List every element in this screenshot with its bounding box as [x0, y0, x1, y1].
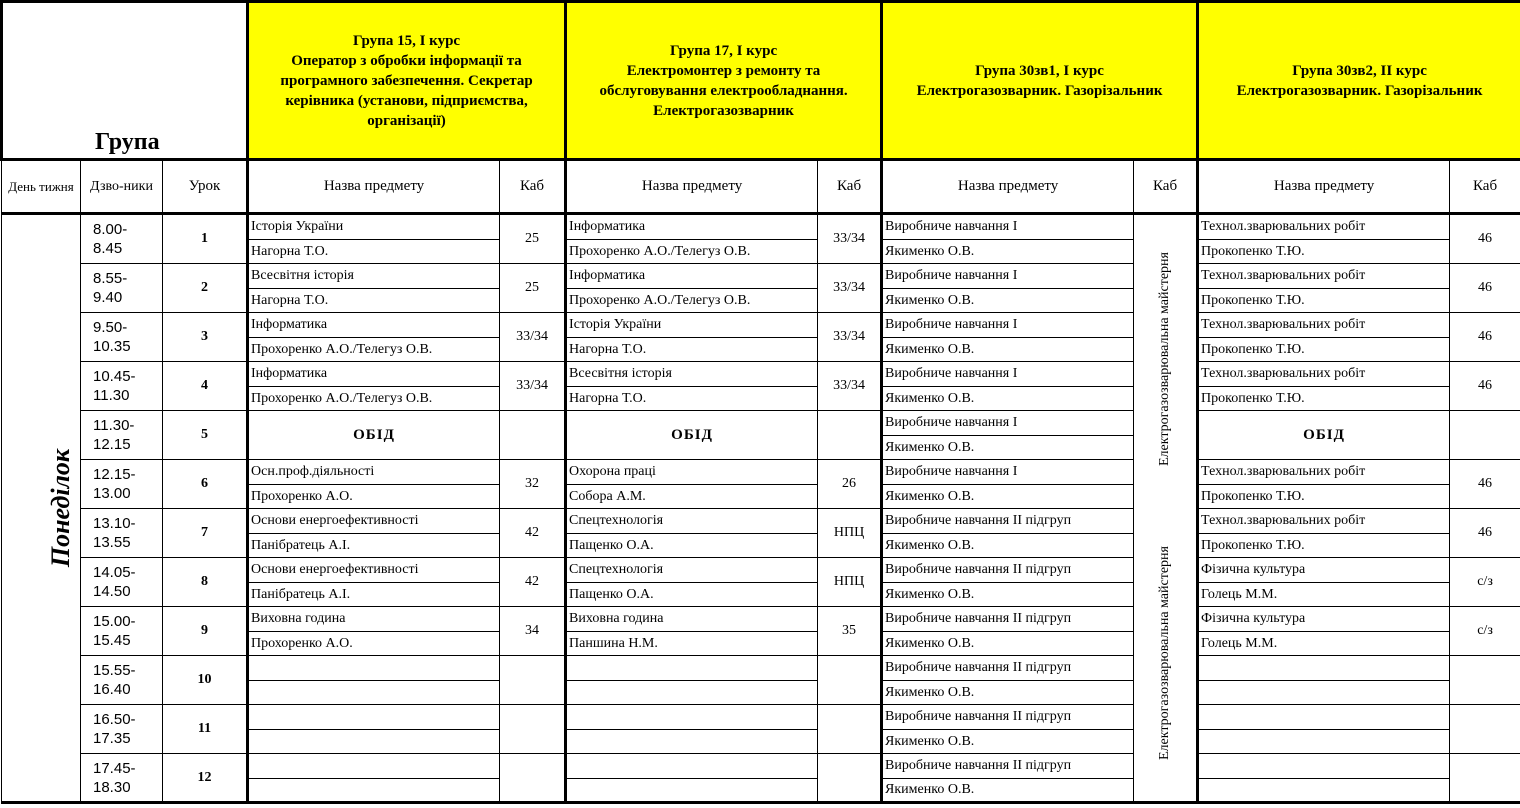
- bell-start: 13.10-: [93, 514, 162, 533]
- subject-g15: Інформатика: [248, 362, 500, 387]
- teacher-g30b: Голець М.М.: [1198, 632, 1450, 656]
- subject-g30a: Виробниче навчання І: [882, 214, 1134, 240]
- group-label-cell: [2, 2, 248, 160]
- teacher-g30a: Якименко О.В.: [882, 387, 1134, 411]
- lesson-row-top: [2, 656, 1520, 681]
- bottom-strip-cell: [248, 803, 500, 808]
- lunch-cell-g15: ОБІД: [248, 411, 500, 460]
- subject-g30a: Виробниче навчання І: [882, 362, 1134, 387]
- bottom-strip-cell: [1134, 803, 1198, 808]
- subject-g15: [248, 656, 500, 681]
- teacher-g30a: Якименко О.В.: [882, 730, 1134, 754]
- col-subject-header-g30b: Назва предмету: [1198, 160, 1450, 214]
- bell-end: 18.30: [93, 778, 162, 797]
- col-room-header-g30b: Каб: [1450, 160, 1520, 214]
- teacher-g17: [566, 681, 818, 705]
- bell-start: 8.55-: [93, 269, 162, 288]
- room-cell-g30b: [1450, 754, 1520, 803]
- lunch-cell-g17: ОБІД: [566, 411, 818, 460]
- teacher-g17: Прохоренко А.О./Телегуз О.В.: [566, 240, 818, 264]
- teacher-g15: Панібратець А.І.: [248, 583, 500, 607]
- subject-g30a: Виробниче навчання ІІ підгруп: [882, 558, 1134, 583]
- room-cell-g15: 42: [500, 558, 566, 607]
- teacher-g17: [566, 779, 818, 803]
- subject-g30a: Виробниче навчання І: [882, 460, 1134, 485]
- group-15-title: [249, 31, 564, 131]
- bell-end: 16.40: [93, 680, 162, 699]
- bell-end: 13.55: [93, 533, 162, 552]
- lesson-row-top: [2, 313, 1520, 338]
- room-cell-g30b: 46: [1450, 362, 1520, 411]
- room-cell-g30b: 46: [1450, 264, 1520, 313]
- subject-g15: Інформатика: [248, 313, 500, 338]
- lesson-row-top: [2, 460, 1520, 485]
- room-cell-g17: 26: [818, 460, 882, 509]
- subject-g30b: Технол.зварювальних робіт: [1198, 509, 1450, 534]
- lunch-cell-g30b: ОБІД: [1198, 411, 1450, 460]
- lesson-number: 9: [163, 607, 248, 656]
- bottom-strip-cell: [1198, 803, 1450, 808]
- teacher-g30b: Прокопенко Т.Ю.: [1198, 289, 1450, 313]
- room-cell-g17: [818, 411, 882, 460]
- group-17-title: [567, 41, 880, 121]
- group-30zv2-title: [1199, 61, 1520, 101]
- bottom-strip-cell: [818, 803, 882, 808]
- subject-g17: Спецтехнологія: [566, 509, 818, 534]
- bell-end: 17.35: [93, 729, 162, 748]
- teacher-g17: Собора А.М.: [566, 485, 818, 509]
- room-cell-g15: 25: [500, 214, 566, 264]
- subject-g17: Виховна година: [566, 607, 818, 632]
- room-cell-g15: [500, 656, 566, 705]
- teacher-g15: Прохоренко А.О.: [248, 632, 500, 656]
- subject-g30a: Виробниче навчання І: [882, 313, 1134, 338]
- subject-g15: Історія України: [248, 214, 500, 240]
- subject-g15: Основи енергоефективності: [248, 558, 500, 583]
- teacher-g30b: Прокопенко Т.Ю.: [1198, 338, 1450, 362]
- bell-end: 11.30: [93, 386, 162, 405]
- group-title-line1: Група 30зв2, ІІ курс: [1199, 61, 1520, 81]
- subject-g15: Виховна година: [248, 607, 500, 632]
- workshop-label: Електрогазозварювальна майстерня: [1157, 546, 1173, 760]
- bell-end: 15.45: [93, 631, 162, 650]
- bell-start: 17.45-: [93, 759, 162, 778]
- room-cell-g17: 33/34: [818, 264, 882, 313]
- bell-start: 15.00-: [93, 612, 162, 631]
- room-cell-g17: 33/34: [818, 214, 882, 264]
- teacher-g30a: Якименко О.В.: [882, 632, 1134, 656]
- room-cell-g15: 34: [500, 607, 566, 656]
- lesson-row-top: [2, 754, 1520, 779]
- header-row: [2, 2, 1520, 160]
- teacher-g15: Панібратець А.І.: [248, 534, 500, 558]
- subject-g15: Основи енергоефективності: [248, 509, 500, 534]
- teacher-g17: Нагорна Т.О.: [566, 387, 818, 411]
- subject-g30a: Виробниче навчання І: [882, 411, 1134, 436]
- room-cell-g17: НПЦ: [818, 558, 882, 607]
- lesson-number: 1: [163, 214, 248, 264]
- subject-g30a: Виробниче навчання І: [882, 264, 1134, 289]
- group-title-line2: Оператор з обробки інформації та програмного забезпечення. Секретар керівника (установи, підприємства, організації): [249, 51, 564, 131]
- teacher-g15: Прохоренко А.О./Телегуз О.В.: [248, 387, 500, 411]
- bottom-strip-cell: [163, 803, 248, 808]
- bell-time: [81, 460, 163, 509]
- teacher-g30b: [1198, 779, 1450, 803]
- subject-g30a: Виробниче навчання ІІ підгруп: [882, 509, 1134, 534]
- teacher-g15: [248, 681, 500, 705]
- subject-g30b: Фізична культура: [1198, 607, 1450, 632]
- bottom-strip-cell: [81, 803, 163, 808]
- subject-g15: Осн.проф.діяльності: [248, 460, 500, 485]
- teacher-g15: Нагорна Т.О.: [248, 240, 500, 264]
- group-title-line2: Електрогазозварник. Газорізальник: [1199, 81, 1520, 101]
- teacher-g30a: Якименко О.В.: [882, 534, 1134, 558]
- room-cell-g17: [818, 754, 882, 803]
- subject-g17: [566, 656, 818, 681]
- room-cell-g17: [818, 656, 882, 705]
- room-cell-g15: [500, 411, 566, 460]
- subject-g30a: Виробниче навчання ІІ підгруп: [882, 607, 1134, 632]
- room-cell-g15: 25: [500, 264, 566, 313]
- subject-g17: Всесвітня історія: [566, 362, 818, 387]
- lesson-row-top: [2, 362, 1520, 387]
- workshop-cell: [1134, 509, 1198, 803]
- lesson-row-top: [2, 607, 1520, 632]
- group-30zv1-title: [883, 61, 1196, 101]
- subject-g15: [248, 705, 500, 730]
- bell-start: 15.55-: [93, 661, 162, 680]
- subject-g30b: [1198, 656, 1450, 681]
- room-cell-g30b: [1450, 656, 1520, 705]
- bell-start: 10.45-: [93, 367, 162, 386]
- subject-g17: Історія України: [566, 313, 818, 338]
- room-cell-g15: [500, 754, 566, 803]
- bell-time: [81, 362, 163, 411]
- group-title-line1: Група 15, І курс: [249, 31, 564, 51]
- subject-g30b: Технол.зварювальних робіт: [1198, 214, 1450, 240]
- bottom-strip-cell: [566, 803, 818, 808]
- teacher-g30a: Якименко О.В.: [882, 779, 1134, 803]
- bell-start: 12.15-: [93, 465, 162, 484]
- teacher-g15: [248, 730, 500, 754]
- group-title-line1: Група 30зв1, І курс: [883, 61, 1196, 81]
- bell-time: [81, 214, 163, 264]
- bottom-strip-cell: [500, 803, 566, 808]
- col-subject-header-g15: Назва предмету: [248, 160, 500, 214]
- col-room-header-g17: Каб: [818, 160, 882, 214]
- column-header-row: [2, 160, 1520, 214]
- bell-end: 14.50: [93, 582, 162, 601]
- subject-g30b: Технол.зварювальних робіт: [1198, 460, 1450, 485]
- teacher-g30a: Якименко О.В.: [882, 485, 1134, 509]
- lesson-number: 6: [163, 460, 248, 509]
- teacher-g30a: Якименко О.В.: [882, 681, 1134, 705]
- group-title-line1: Група 17, І курс: [567, 41, 880, 61]
- col-bells-header: Дзво-ники: [81, 160, 163, 214]
- day-cell: [2, 214, 81, 803]
- bell-time: [81, 705, 163, 754]
- subject-g30a: Виробниче навчання ІІ підгруп: [882, 656, 1134, 681]
- col-subject-header-g17: Назва предмету: [566, 160, 818, 214]
- teacher-g17: Пащенко О.А.: [566, 534, 818, 558]
- day-name: Понеділок: [46, 449, 76, 567]
- col-day-header: День тижня: [2, 160, 81, 214]
- col-room-header-g15: Каб: [500, 160, 566, 214]
- teacher-g17: Прохоренко А.О./Телегуз О.В.: [566, 289, 818, 313]
- bottom-strip-cell: [2, 803, 81, 808]
- bottom-strip-cell: [882, 803, 1134, 808]
- bell-start: 14.05-: [93, 563, 162, 582]
- room-cell-g30b: с/з: [1450, 558, 1520, 607]
- group-17-header: [566, 2, 882, 160]
- bell-start: 16.50-: [93, 710, 162, 729]
- teacher-g17: Нагорна Т.О.: [566, 338, 818, 362]
- bottom-strip-cell: [1450, 803, 1520, 808]
- bell-time: [81, 509, 163, 558]
- bell-time: [81, 264, 163, 313]
- teacher-g30b: Прокопенко Т.Ю.: [1198, 240, 1450, 264]
- room-cell-g17: 33/34: [818, 313, 882, 362]
- bell-end: 13.00: [93, 484, 162, 503]
- lesson-number: 8: [163, 558, 248, 607]
- teacher-g30b: Прокопенко Т.Ю.: [1198, 485, 1450, 509]
- bell-start: 8.00-: [93, 220, 162, 239]
- room-cell-g15: [500, 705, 566, 754]
- lesson-number: 2: [163, 264, 248, 313]
- lesson-row-top: [2, 705, 1520, 730]
- room-cell-g30b: 46: [1450, 214, 1520, 264]
- teacher-g30a: Якименко О.В.: [882, 583, 1134, 607]
- bell-time: [81, 411, 163, 460]
- teacher-g30a: Якименко О.В.: [882, 338, 1134, 362]
- subject-g30a: Виробниче навчання ІІ підгруп: [882, 705, 1134, 730]
- subject-g15: [248, 754, 500, 779]
- room-cell-g15: 33/34: [500, 313, 566, 362]
- teacher-g17: Паншина Н.М.: [566, 632, 818, 656]
- lesson-row-top: [2, 264, 1520, 289]
- lesson-number: 7: [163, 509, 248, 558]
- room-cell-g30b: [1450, 705, 1520, 754]
- subject-g30b: Технол.зварювальних робіт: [1198, 362, 1450, 387]
- subject-g15: Всесвітня історія: [248, 264, 500, 289]
- col-room-header-g30a: Каб: [1134, 160, 1198, 214]
- room-cell-g30b: с/з: [1450, 607, 1520, 656]
- room-cell-g17: 33/34: [818, 362, 882, 411]
- bell-time: [81, 607, 163, 656]
- room-cell-g17: НПЦ: [818, 509, 882, 558]
- teacher-g30a: Якименко О.В.: [882, 240, 1134, 264]
- room-cell-g30b: 46: [1450, 460, 1520, 509]
- room-cell-g15: 33/34: [500, 362, 566, 411]
- subject-g17: [566, 754, 818, 779]
- lesson-row-top: [2, 509, 1520, 534]
- teacher-g30b: [1198, 681, 1450, 705]
- subject-g30b: [1198, 705, 1450, 730]
- bell-end: 8.45: [93, 239, 162, 258]
- col-lesson-header: Урок: [163, 160, 248, 214]
- subject-g30a: Виробниче навчання ІІ підгруп: [882, 754, 1134, 779]
- lesson-number: 11: [163, 705, 248, 754]
- lesson-row-top: [2, 558, 1520, 583]
- col-subject-header-g30a: Назва предмету: [882, 160, 1134, 214]
- teacher-g17: [566, 730, 818, 754]
- workshop-label: Електрогазозварювальна майстерня: [1157, 252, 1173, 466]
- teacher-g17: Пащенко О.А.: [566, 583, 818, 607]
- group-title-line2: Електрогазозварник. Газорізальник: [883, 81, 1196, 101]
- teacher-g30a: Якименко О.В.: [882, 436, 1134, 460]
- subject-g30b: Фізична культура: [1198, 558, 1450, 583]
- lesson-number: 5: [163, 411, 248, 460]
- group-title-line2: Електромонтер з ремонту та обслуговування електрообладнання. Електрогазозварник: [567, 61, 880, 121]
- bell-start: 11.30-: [93, 416, 162, 435]
- group-15-header: [248, 2, 566, 160]
- bell-time: [81, 656, 163, 705]
- teacher-g30b: Прокопенко Т.Ю.: [1198, 534, 1450, 558]
- bell-end: 10.35: [93, 337, 162, 356]
- subject-g17: Охорона праці: [566, 460, 818, 485]
- lesson-row-top: [2, 411, 1520, 436]
- workshop-cell: [1134, 214, 1198, 509]
- teacher-g15: Прохоренко А.О./Телегуз О.В.: [248, 338, 500, 362]
- subject-g17: [566, 705, 818, 730]
- lesson-number: 12: [163, 754, 248, 803]
- subject-g17: Спецтехнологія: [566, 558, 818, 583]
- bell-end: 12.15: [93, 435, 162, 454]
- teacher-g30a: Якименко О.В.: [882, 289, 1134, 313]
- bell-end: 9.40: [93, 288, 162, 307]
- room-cell-g17: [818, 705, 882, 754]
- teacher-g30b: Голець М.М.: [1198, 583, 1450, 607]
- room-cell-g15: 32: [500, 460, 566, 509]
- group-label: Група: [3, 129, 246, 158]
- bell-time: [81, 754, 163, 803]
- teacher-g15: [248, 779, 500, 803]
- lesson-number: 10: [163, 656, 248, 705]
- bell-time: [81, 558, 163, 607]
- subject-g30b: [1198, 754, 1450, 779]
- bottom-strip-row: [2, 803, 1520, 808]
- room-cell-g30b: [1450, 411, 1520, 460]
- bell-start: 9.50-: [93, 318, 162, 337]
- room-cell-g15: 42: [500, 509, 566, 558]
- subject-g17: Інформатика: [566, 264, 818, 289]
- subject-g17: Інформатика: [566, 214, 818, 240]
- room-cell-g30b: 46: [1450, 509, 1520, 558]
- teacher-g15: Нагорна Т.О.: [248, 289, 500, 313]
- subject-g30b: Технол.зварювальних робіт: [1198, 264, 1450, 289]
- teacher-g15: Прохоренко А.О.: [248, 485, 500, 509]
- teacher-g30b: Прокопенко Т.Ю.: [1198, 387, 1450, 411]
- teacher-g30b: [1198, 730, 1450, 754]
- lesson-number: 3: [163, 313, 248, 362]
- subject-g30b: Технол.зварювальних робіт: [1198, 313, 1450, 338]
- room-cell-g17: 35: [818, 607, 882, 656]
- lesson-number: 4: [163, 362, 248, 411]
- room-cell-g30b: 46: [1450, 313, 1520, 362]
- group-30zv1-header: [882, 2, 1198, 160]
- bell-time: [81, 313, 163, 362]
- lesson-row-top: [2, 214, 1520, 240]
- group-30zv2-header: [1198, 2, 1520, 160]
